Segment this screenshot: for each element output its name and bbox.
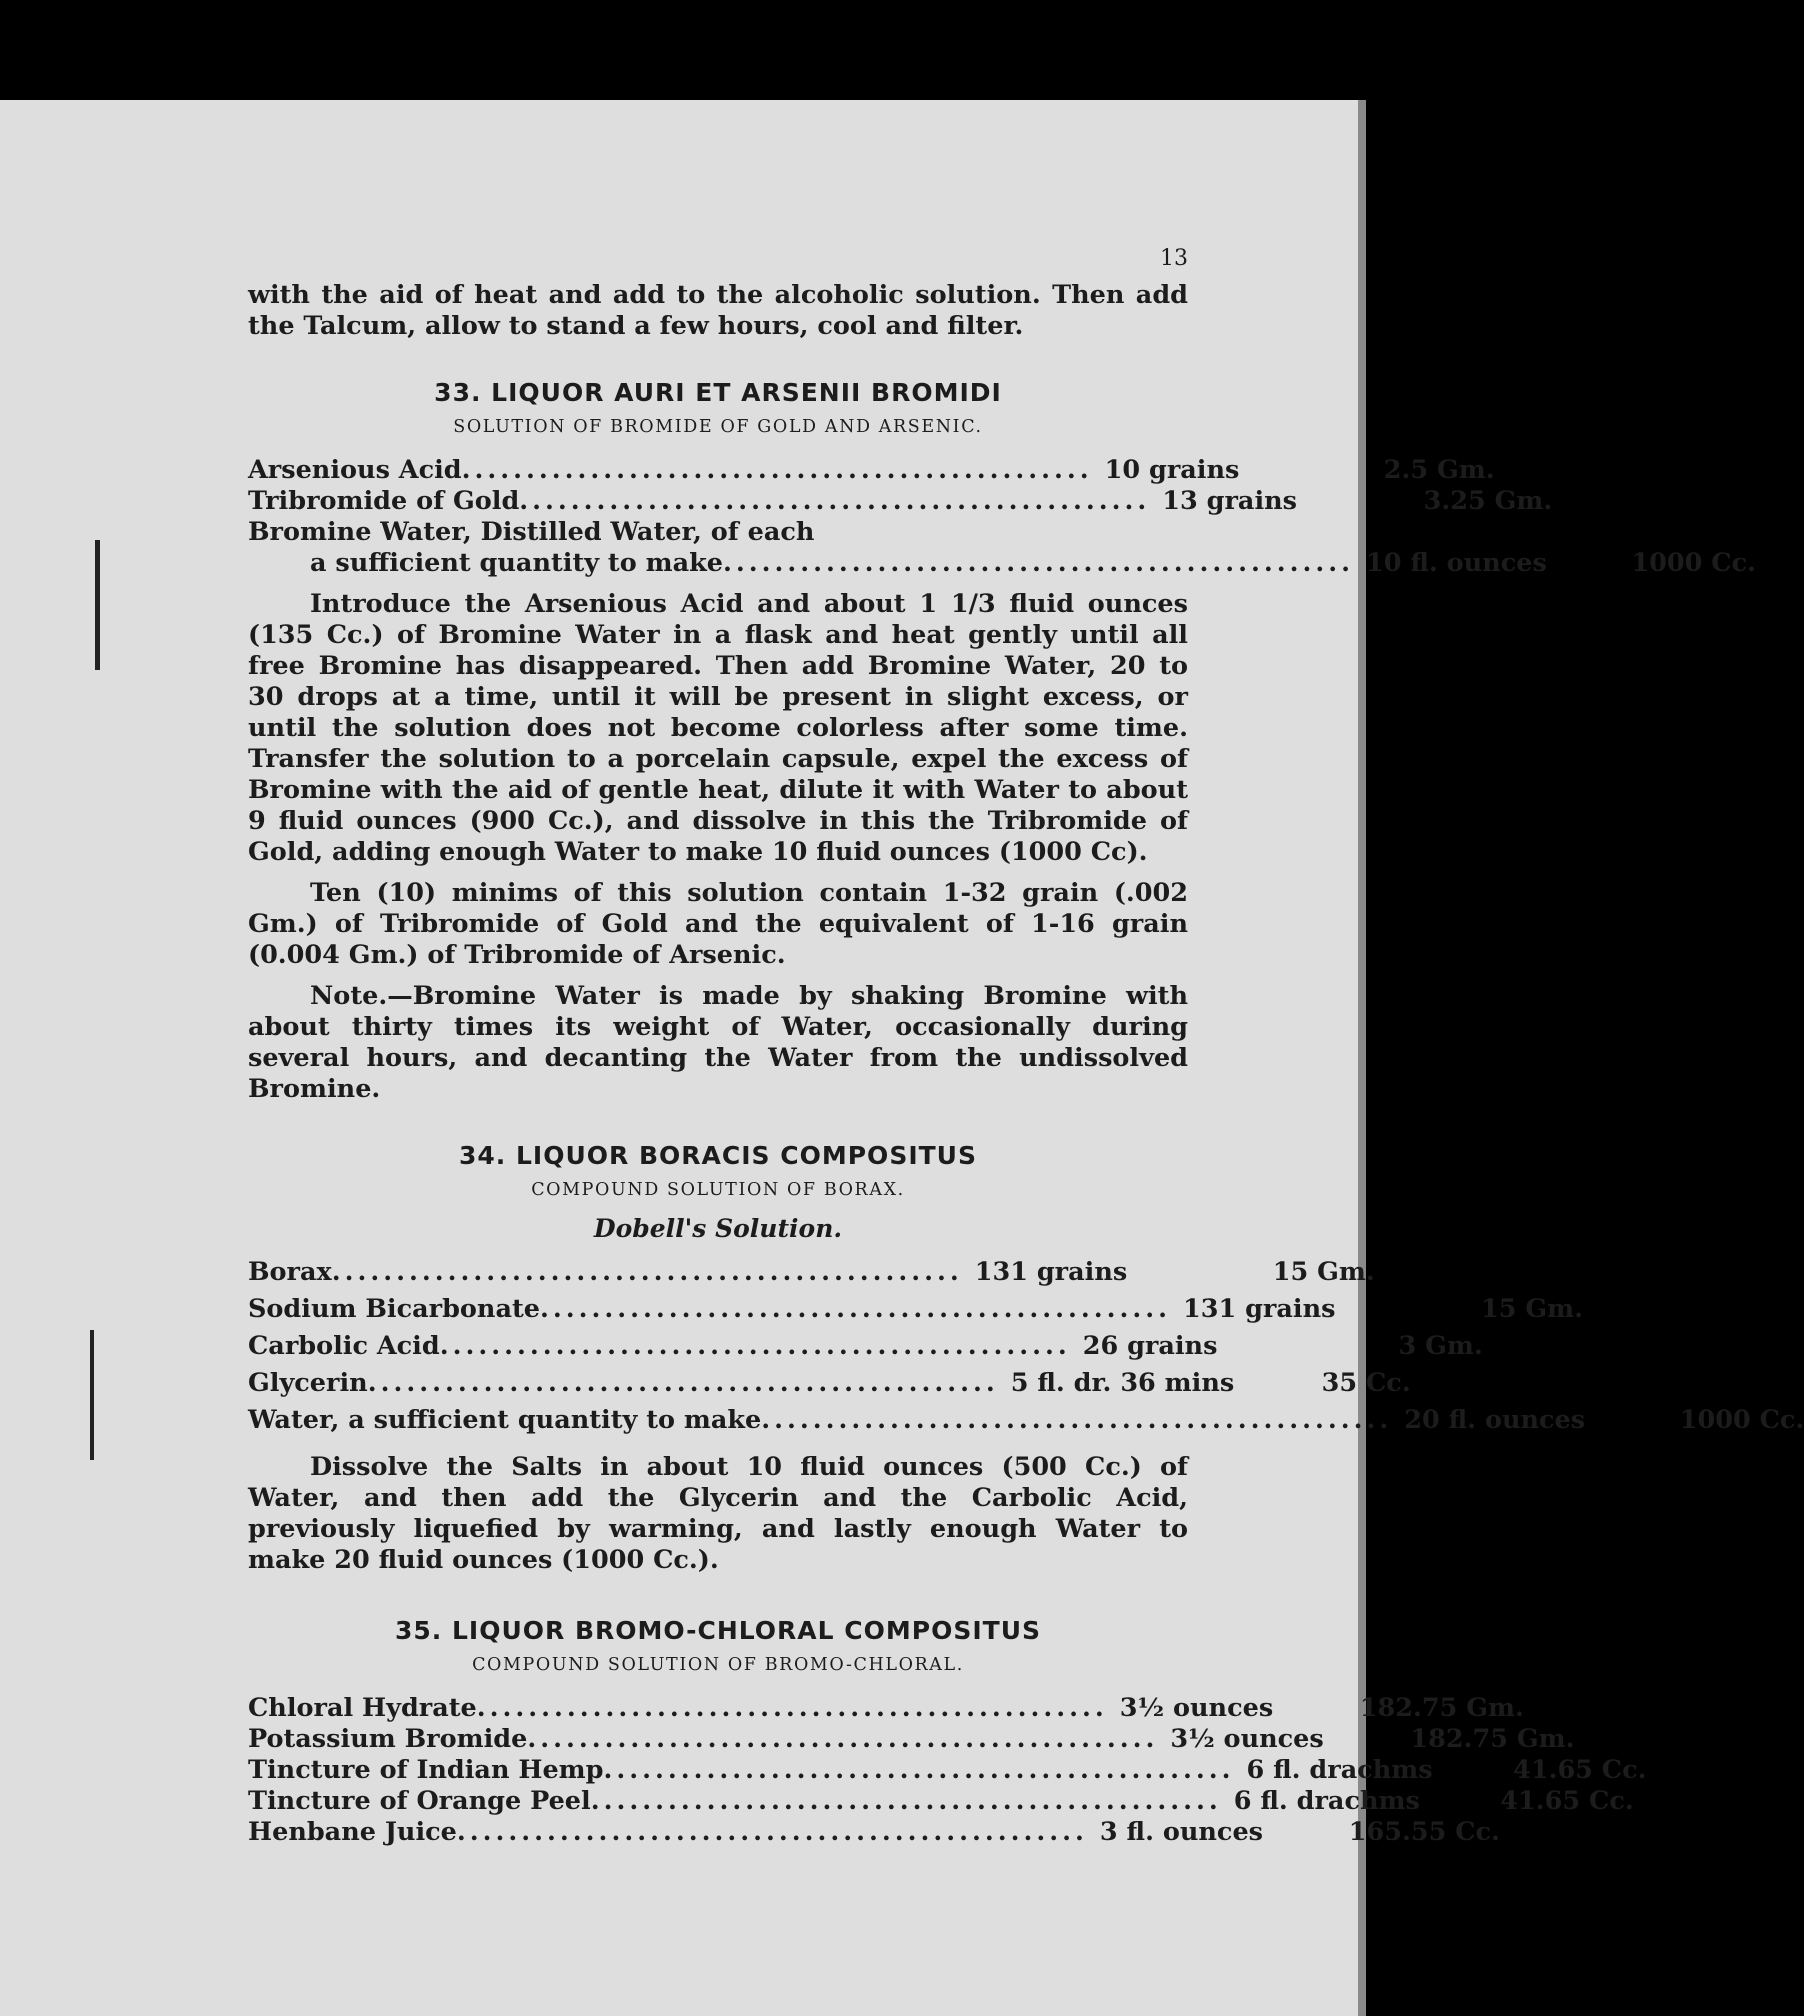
ingredient-name: Tincture of Orange Peel — [248, 1786, 591, 1816]
ingredient-qty-imperial: 131 grains — [1182, 1294, 1336, 1324]
ingredient-qty-metric: 1000 Cc. — [1631, 548, 1756, 578]
ingredient-qty-imperial: 10 fl. ounces — [1366, 548, 1547, 578]
ingredient-name: Tincture of Indian Hemp — [248, 1755, 604, 1785]
ingredient-qty-metric: 41.65 Cc. — [1513, 1755, 1647, 1785]
page-number: 13 — [1160, 246, 1188, 271]
ingredient-row — [248, 1257, 1375, 1288]
leader-dots: ................................................. — [603, 1755, 1235, 1785]
ingredient-row — [248, 486, 1553, 517]
section-title-35: 35. LIQUOR BROMO-CHLORAL COMPOSITUS — [394, 1616, 1042, 1645]
ingredient-name: Potassium Bromide — [248, 1724, 528, 1754]
leader-dots: ................................................. — [439, 1331, 1071, 1361]
leader-dots: ................................................. — [761, 1405, 1393, 1435]
paragraph: Dissolve the Salts in about 10 fluid ounces (500 Cc.) of Water, and then add the Glycerin and the Carbolic Acid, previously liquefied by warming, and lastly enough Water to make 20 fluid ounces (1000 Cc.). — [248, 1452, 1188, 1575]
ingredient-qty-metric: 35 Cc. — [1321, 1368, 1411, 1398]
ingredient-qty-imperial: 3 fl. ounces — [1099, 1817, 1264, 1847]
ingredient-qty-metric: 182.75 Gm. — [1359, 1693, 1524, 1723]
ingredient-qty-imperial: 131 grains — [974, 1257, 1128, 1287]
ingredient-qty-metric: 165.55 Cc. — [1348, 1817, 1500, 1847]
leader-dots: ................................................. — [461, 455, 1093, 485]
leader-dots: ................................................. — [539, 1294, 1171, 1324]
section-subtitle-35: COMPOUND SOLUTION OF BROMO-CHLORAL. — [472, 1655, 964, 1675]
ingredient-name: Glycerin — [248, 1368, 368, 1398]
paragraph: Introduce the Arsenious Acid and about 1 1/3 fluid ounces (135 Cc.) of Bromine Water in a flask and heat gently until all free Bromine has disappeared. Then add Bromine Water, 20 to 30 drops at a time, until it will be present in slight excess, or until the solution does not become colorless after some time. Transfer the solution to a porcelain capsule, expel the excess of Bromine with the aid of gentle heat, dilute it with Water to about 9 fluid ounces (900 Cc.), and dissolve in this the Tribromide of Gold, adding enough Water to make 10 fluid ounces (1000 Cc). — [248, 589, 1188, 867]
ingredient-row — [248, 1368, 1411, 1399]
ingredient-qty-imperial: 6 fl. drachms — [1246, 1755, 1433, 1785]
ingredient-name: Borax — [248, 1257, 332, 1287]
ingredient-qty-metric: 182.75 Gm. — [1410, 1724, 1575, 1754]
ingredient-row — [248, 455, 1495, 486]
section-subtitle-33: SOLUTION OF BROMIDE OF GOLD AND ARSENIC. — [453, 417, 983, 437]
leader-dots: ................................................. — [722, 548, 1354, 578]
ingredient-row — [248, 1693, 1524, 1724]
ingredient-row — [248, 1724, 1575, 1755]
ingredient-qty-metric: 1000 Cc. — [1679, 1405, 1804, 1435]
page-content — [248, 246, 1804, 1848]
ingredient-name: a sufficient quantity to make — [310, 548, 723, 578]
leader-dots: ................................................. — [476, 1693, 1108, 1723]
ingredient-name: Henbane Juice — [248, 1817, 457, 1847]
ingredient-qty-metric: 3 Gm. — [1398, 1331, 1483, 1361]
ingredient-row — [248, 1817, 1500, 1848]
ingredient-row — [248, 1786, 1634, 1817]
section-title-33: 33. LIQUOR AURI ET ARSENII BROMIDI — [434, 378, 1002, 407]
ingredient-qty-imperial: 26 grains — [1082, 1331, 1218, 1361]
ingredient-qty-imperial: 5 fl. dr. 36 mins — [1010, 1368, 1235, 1398]
ingredient-name: Carbolic Acid — [248, 1331, 440, 1361]
ingredient-qty-imperial: 3½ ounces — [1170, 1724, 1324, 1754]
ingredient-name: Sodium Bicarbonate — [248, 1294, 540, 1324]
ingredient-qty-imperial: 10 grains — [1104, 455, 1240, 485]
ingredient-qty-metric: 15 Gm. — [1272, 1257, 1375, 1287]
ingredient-row — [248, 1755, 1647, 1786]
note-paragraph: Note.—Bromine Water is made by shaking Bromine with about thirty times its weight of Water, occasionally during several hours, and decanting the Water from the undissolved Bromine. — [248, 981, 1188, 1104]
ingredient-row — [248, 1405, 1804, 1436]
ingredient-qty-metric: 3.25 Gm. — [1423, 486, 1553, 516]
ingredient-name: Bromine Water, Distilled Water, of each — [248, 517, 815, 547]
leader-dots: ................................................. — [590, 1786, 1222, 1816]
ingredient-qty-imperial: 13 grains — [1162, 486, 1298, 516]
intro-paragraph: with the aid of heat and add to the alcoholic solution. Then add the Talcum, allow to stand a few hours, cool and filter. — [248, 280, 1188, 341]
leader-dots: ................................................. — [456, 1817, 1088, 1847]
ingredient-name: Water, a sufficient quantity to make — [248, 1405, 762, 1435]
ingredient-name: Chloral Hydrate — [248, 1693, 477, 1723]
ingredient-qty-imperial: 3½ ounces — [1119, 1693, 1274, 1723]
ingredient-row — [248, 1294, 1583, 1325]
section-subtitle-34: COMPOUND SOLUTION OF BORAX. — [531, 1180, 905, 1200]
ingredient-name: Arsenious Acid — [248, 455, 462, 485]
section-alt-name-34: Dobell's Solution. — [593, 1214, 843, 1243]
ingredient-qty-metric: 41.65 Cc. — [1500, 1786, 1634, 1816]
leader-dots: ................................................. — [527, 1724, 1159, 1754]
ingredient-qty-imperial: 20 fl. ounces — [1404, 1405, 1586, 1435]
ingredient-qty-metric: 2.5 Gm. — [1383, 455, 1495, 485]
section-title-34: 34. LIQUOR BORACIS COMPOSITUS — [459, 1141, 977, 1170]
ingredient-name: Tribromide of Gold — [248, 486, 520, 516]
ingredient-row — [248, 1331, 1483, 1362]
ingredient-qty-imperial: 6 fl. drachms — [1233, 1786, 1420, 1816]
binding-mark-top — [95, 540, 100, 670]
leader-dots: ................................................. — [367, 1368, 999, 1398]
leader-dots: ................................................. — [331, 1257, 963, 1287]
binding-mark-bottom — [90, 1330, 94, 1460]
ingredient-qty-metric: 15 Gm. — [1480, 1294, 1583, 1324]
paragraph: Ten (10) minims of this solution contain 1-32 grain (.002 Gm.) of Tribromide of Gold and the equivalent of 1-16 grain (0.004 Gm.) of Tribromide of Arsenic. — [248, 878, 1188, 970]
leader-dots: ................................................. — [519, 486, 1151, 516]
ingredient-row — [248, 548, 1756, 579]
